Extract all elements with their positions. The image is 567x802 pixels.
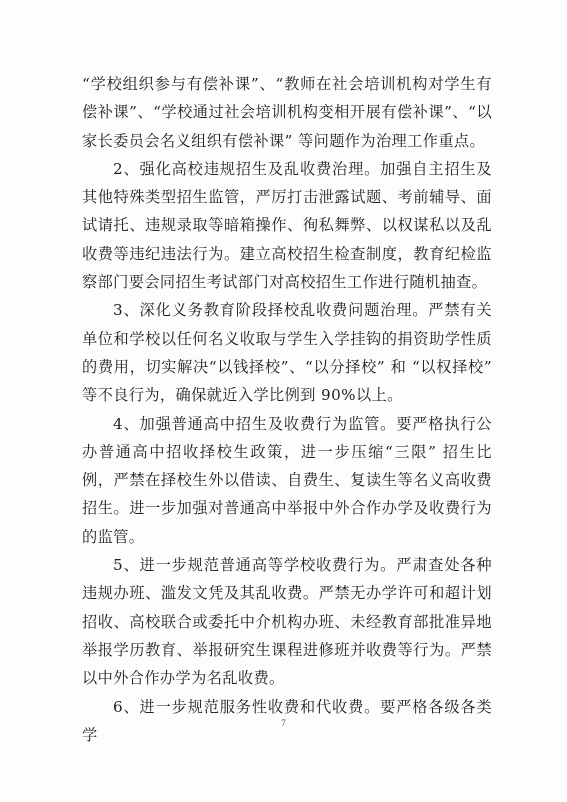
paragraph-item-6: 6、进一步规范服务性收费和代收费。要严格各级各类学 (82, 697, 492, 744)
document-body (82, 70, 492, 749)
paragraph-item-3: 3、深化义务教育阶段择校乱收费问题治理。严禁有关单位和学校以任何名义收取与学生入学挂钩的捐资助学性质的费用，切实解决“以钱择校”、“以分择校” 和 “以权择校” 等不良行为，确保就近入学比例到 90%以上。 (82, 301, 492, 405)
paragraph-item-5: 5、进一步规范普通高等学校收费行为。严肃查处各种违规办班、滥发文凭及其乱收费。严禁无办学许可和超计划招收、高校联合或委托中介机构办班、未经教育部批准异地举报学历教育、举报研究生课程进修班并收费等行为。严禁以中外合作办学为名乱收费。 (82, 556, 492, 688)
paragraph-item-4: 4、加强普通高中招生及收费行为监管。要严格执行公办普通高中招收择校生政策，进一步压缩“三限” 招生比例，严禁在择校生外以借读、自费生、复读生等名义高收费招生。进一步加强对普通高中举报中外合作办学及收费行为的监管。 (82, 414, 492, 546)
paragraph-continuation: “学校组织参与有偿补课”、“教师在社会培训机构对学生有偿补课”、“学校通过社会培训机构变相开展有偿补课”、“以家长委员会名义组织有偿补课” 等问题作为治理工作重点。 (82, 75, 492, 150)
paragraph-item-2: 2、强化高校违规招生及乱收费治理。加强自主招生及其他特殊类型招生监管，严厉打击泄露试题、考前辅导、面试请托、违规录取等暗箱操作、徇私舞弊、以权谋私以及乱收费等违纪违法行为。建立高校招生检查制度，教育纪检监察部门要会同招生考试部门对高校招生工作进行随机抽查。 (82, 159, 492, 292)
page-number: 7 (281, 718, 286, 728)
